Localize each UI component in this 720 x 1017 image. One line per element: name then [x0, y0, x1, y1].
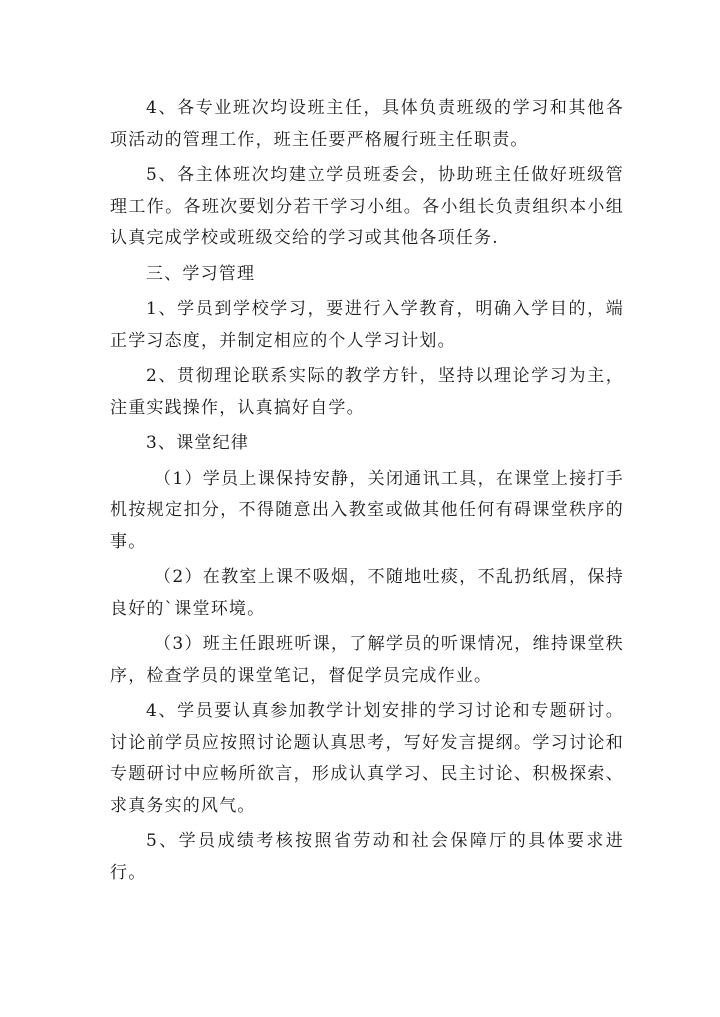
subheading-classroom-discipline: 3、课堂纪律 [146, 433, 250, 453]
paragraph-teaching-policy: 2、贯彻理论联系实际的教学方针，坚持以理论学习为主，注重实践操作，认真搞好自学。 [110, 366, 624, 418]
paragraph-class-committee: 5、各主体班次均建立学员班委会，协助班主任做好班级管理工作。各班次要划分若干学习小组。各小组长负责组织本小组认真完成学校或班级交给的学习或其他各项任务. [110, 165, 624, 248]
paragraph-discipline-item-3: （3）班主任跟班听课，了解学员的听课情况，维持课堂秩序，检查学员的课堂笔记，督促学员完成作业。 [110, 634, 624, 686]
paragraph-grade-assessment: 5、学员成绩考核按照省劳动和社会保障厅的具体要求进行。 [110, 831, 624, 883]
paragraph-class-teacher: 4、各专业班次均设班主任，具体负责班级的学习和其他各项活动的管理工作，班主任要严格履行班主任职责。 [110, 98, 624, 150]
paragraph-discipline-item-2: （2）在教室上课不吸烟，不随地吐痰，不乱扔纸屑，保持良好的`课堂环境。 [110, 567, 624, 619]
document-body [110, 93, 624, 893]
paragraph-discipline-item-1: （1）学员上课保持安静，关闭通讯工具，在课堂上接打手机按规定扣分，不得随意出入教室或做其他任何有碍课堂秩序的事。 [110, 468, 624, 552]
paragraph-enrollment-education: 1、学员到学校学习，要进行入学教育，明确入学目的，端正学习态度，并制定相应的个人学习计划。 [110, 299, 624, 351]
section-heading-study-management: 三、学习管理 [146, 263, 256, 284]
paragraph-study-discussion: 4、学员要认真参加教学计划安排的学习讨论和专题研讨。讨论前学员应按照讨论题认真思考，写好发言提纲。学习讨论和专题研讨中应畅所欲言，形成认真学习、民主讨论、积极探索、求真务实的风气。 [110, 701, 624, 816]
